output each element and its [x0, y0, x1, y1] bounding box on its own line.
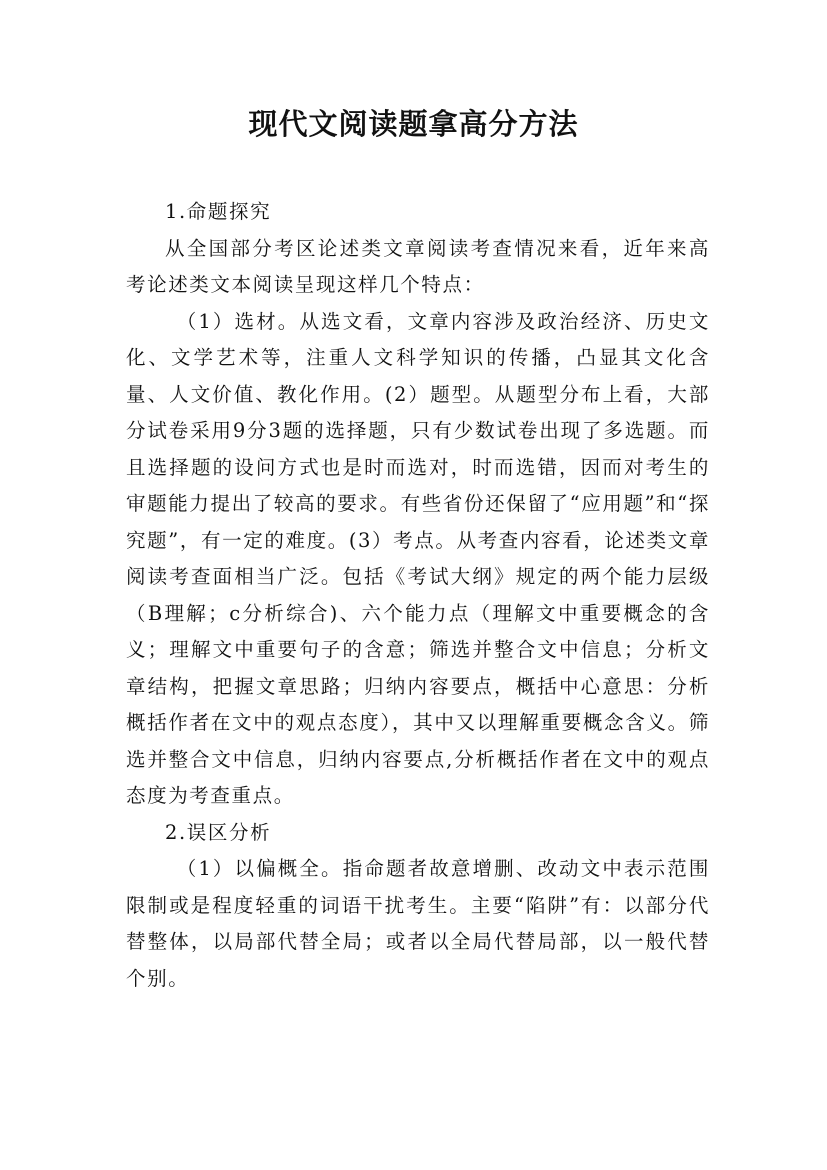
section-heading-misconceptions: 2.误区分析: [165, 820, 272, 844]
paragraph-intro: 从全国部分考区论述类文章阅读考查情况来看，近年来高考论述类文本阅读呈现这样几个特点：: [126, 236, 710, 296]
paragraph-features: （1）选材。从选文看，文章内容涉及政治经济、历史文化、文学艺术等，注重人文科学知识的传播，凸显其文化含量、人文价值、教化作用。(2）题型。从题型分布上看，大部分试卷采用9分3题的选择题，只有少数试卷出现了多选题。而且选择题的设问方式也是时而选对，时而选错，因而对考生的审题能力提出了较高的要求。有些省份还保留了“应用题”和“探究题”，有一定的难度。(3）考点。从考查内容看，论述类文章阅读考查面相当广泛。包括《考试大纲》规定的两个能力层级（B理解；c分析综合)、六个能力点（理解文中重要概念的含义；理解文中重要句子的含意；筛选并整合文中信息；分析文章结构，把握文章思路；归纳内容要点，概括中心意思：分析概括作者在文中的观点态度），其中又以理解重要概念含义。筛选并整合文中信息，归纳内容要点,分析概括作者在文中的观点态度为考查重点。: [126, 309, 710, 807]
section-heading-proposition: 1.命题探究: [165, 200, 272, 223]
paragraph-partial-generalization: （1）以偏概全。指命题者故意增删、改动文中表示范围限制或是程度轻重的词语干扰考生。主要“陷阱”有：以部分代替整体，以局部代替全局；或者以全局代替局部，以一般代替个别。: [126, 857, 710, 990]
document-body: [126, 194, 710, 997]
document-title: 现代文阅读题拿高分方法: [248, 107, 579, 141]
